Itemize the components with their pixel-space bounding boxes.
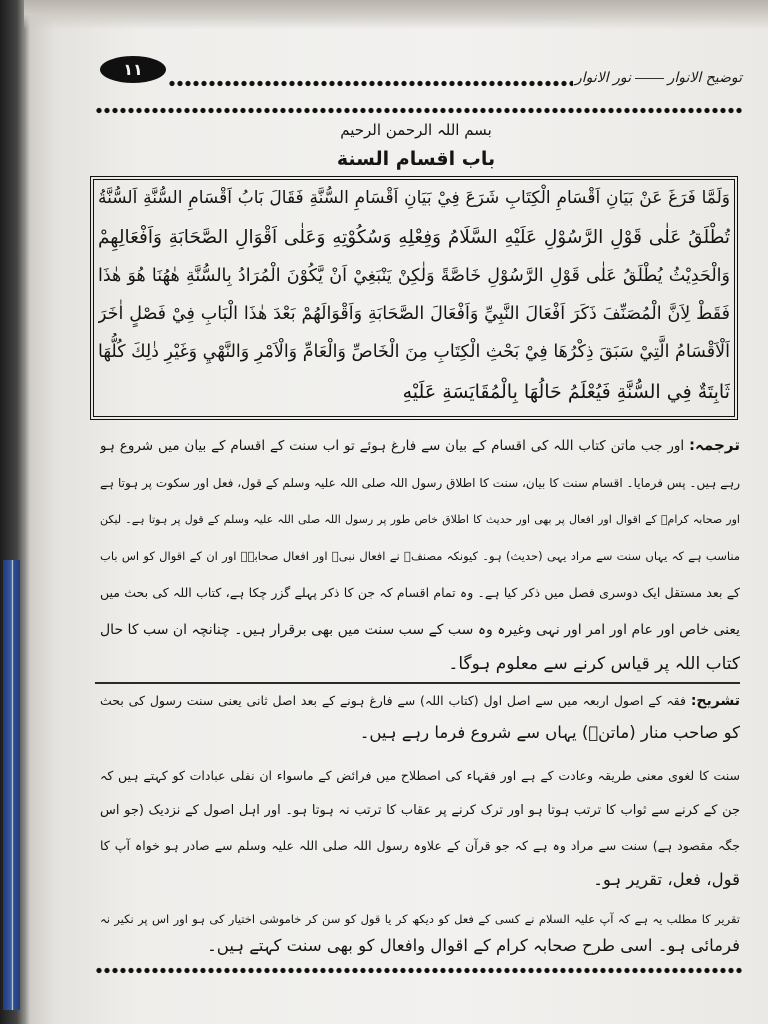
explanation-line-text: فقہ کے اصول اربعہ میں سے اصل اول (کتاب اللہ) سے فارغ ہونے کے بعد اصل ثانی یعنی سنت رسول کی بحث	[100, 693, 686, 708]
translation-label: ترجمہ:	[689, 436, 740, 454]
arabic-text-line: ثَابِتَةٌ فِي السُّنَّةِ فَيُعْلَمُ حَالُهَا بِالْمُقَايَسَةِ عَلَيْهِ	[402, 381, 730, 403]
ornamental-border-top	[168, 79, 573, 88]
translation-line: اور صحابہ کرامؓ کے اقوال اور افعال پر بھی اور حدیث کا اطلاق خاص طور پر رسول اللہ صلی اللہ علیہ وسلم کے قول پر ہوتا ہے۔ لیکن	[100, 513, 740, 526]
arabic-text-line: وَلَمَّا فَرَغَ عَنْ بَيَانِ اَقْسَامِ الْكِتَابِ شَرَعَ فِيْ بَيَانِ اَقْسَامِ السُّنَّةِ فَقَالَ بَابُ اَقْسَامِ السُّنَّةِ اَلسُّنَّةُ	[98, 188, 730, 208]
desk-background	[0, 0, 768, 30]
bismillah: بسم اللہ الرحمن الرحیم	[340, 121, 492, 139]
chapter-title: باب اقسام السنة	[336, 148, 496, 170]
explanation-line: سنت کا لغوی معنی طریقہ وعادت کے ہے اور فقہاء کی اصطلاح میں فرائض کے ماسواء ان نفلی عبادات کو کہتے ہیں کہ	[100, 768, 740, 783]
arabic-text-line: تُطْلَقُ عَلٰى قَوْلِ الرَّسُوْلِ عَلَيْهِ السَّلَامُ وَفِعْلِهِ وَسُكُوْتِهِ وَعَلٰى اَقْوَالِ الصَّحَابَةِ وَاَفْعَالِهِمْ	[98, 227, 730, 248]
explanation-line: قول، فعل، تقریر ہو۔	[593, 870, 740, 889]
adjacent-book-edge	[3, 560, 20, 1010]
section-divider	[95, 682, 740, 684]
ornamental-border-header	[95, 106, 742, 115]
explanation-line: جن کے کرنے سے ثواب کا ترتب ہوتا ہو اور ترک کرنے پر عقاب کا ترتب نہ ہوتا ہو۔ اور اہل اصول کے نزدیک (جو اس	[100, 803, 740, 818]
running-head-divider	[635, 78, 664, 79]
arabic-text-line: وَالْحَدِيْثُ يُطْلَقُ عَلٰى قَوْلِ الرَّسُوْلِ خَاصَّةً وَلٰكِنْ يَنْبَغِيْ اَنْ يَّكُوْنَ الْمُرَادُ بِالسُّنَّةِ هٰهُنَا هُوَ هٰذَا	[98, 266, 730, 286]
explanation-label: تشریح:	[690, 693, 740, 709]
page-number-badge: ۱۱	[100, 56, 166, 83]
explanation-line: تقریر کا مطلب یہ ہے کہ آپ علیہ السلام نے کسی کے فعل کو دیکھ کر یا قول کو سن کر خاموشی اختیار کی ہو اور اس پر نکیر نہ	[100, 912, 740, 926]
explanation-line	[100, 685, 740, 717]
explanation-line: جگہ مقصود ہے) سنت سے مراد وہ ہے کہ جو قرآن کے علاوہ رسول اللہ صلی اللہ علیہ وسلم سے صادر ہو خواہ آپ کا	[100, 838, 740, 853]
translation-line	[100, 428, 740, 462]
translation-line: مناسب ہے کہ یہاں سنت سے مراد یہی (حدیث) ہو۔ کیونکہ مصنفؒ نے افعال نبیؐ اور افعال صحابہؓ اور ان کے اقوال کو اس باب	[100, 549, 740, 563]
translation-line: رہے ہیں۔ پس فرمایا۔ اقسام سنت کا بیان، سنت کا اطلاق رسول اللہ صلی اللہ علیہ وسلم کے قول، فعل اور سکوت پر ہوتا ہے	[100, 476, 740, 490]
running-head-subtitle: نور الانوار	[575, 70, 631, 86]
translation-line: کتاب اللہ پر قیاس کرنے سے معلوم ہوگا۔	[448, 654, 740, 674]
explanation-line: فرمائی ہو۔ اسی طرح صحابہ کرام کے اقوال وافعال کو بھی سنت کہتے ہیں۔	[207, 936, 740, 955]
arabic-text-line: اَلْاَقْسَامُ الَّتِيْ سَبَقَ ذِكْرُهَا فِيْ بَحْثِ الْكِتَابِ مِنَ الْخَاصِّ وَالْعَامِّ وَالْاَمْرِ وَالنَّهْيِ وَغَيْرِ ذٰلِكَ كُلُّهَا	[98, 342, 730, 362]
translation-line: کے بعد مستقل ایک دوسری فصل میں ذکر کیا ہے۔ وہ تمام اقسام کہ جن کا ذکر پہلے گزر چکا ہے، کتاب اللہ کی بحث میں	[100, 585, 740, 600]
ornamental-border-bottom	[95, 966, 742, 975]
running-head-title: توضیح الانوار	[667, 70, 742, 86]
translation-line: یعنی خاص اور عام اور امر اور نہی وغیرہ وہ سب کے سب سنت میں بھی برقرار ہیں۔ چنانچہ ان سب کا حال	[100, 622, 740, 638]
arabic-text-line: فَقَطْ لِاَنَّ الْمُصَنِّفَ ذَكَرَ اَفْعَالَ النَّبِيِّ وَاَفْعَالَ الصَّحَابَةِ وَاَقْوَالَهُمْ بَعْدَ هٰذَا الْبَابِ فِيْ فَصْلٍ اٰخَرَ	[98, 304, 730, 324]
running-head	[575, 64, 742, 92]
explanation-line: کو صاحب منار (ماتنؒ) یہاں سے شروع فرما رہے ہیں۔	[359, 723, 740, 742]
translation-line-text: اور جب ماتن کتاب اللہ کی اقسام کے بیان سے فارغ ہوئے تو اب سنت کے اقسام کے بیان میں شروع ہو	[100, 438, 685, 454]
